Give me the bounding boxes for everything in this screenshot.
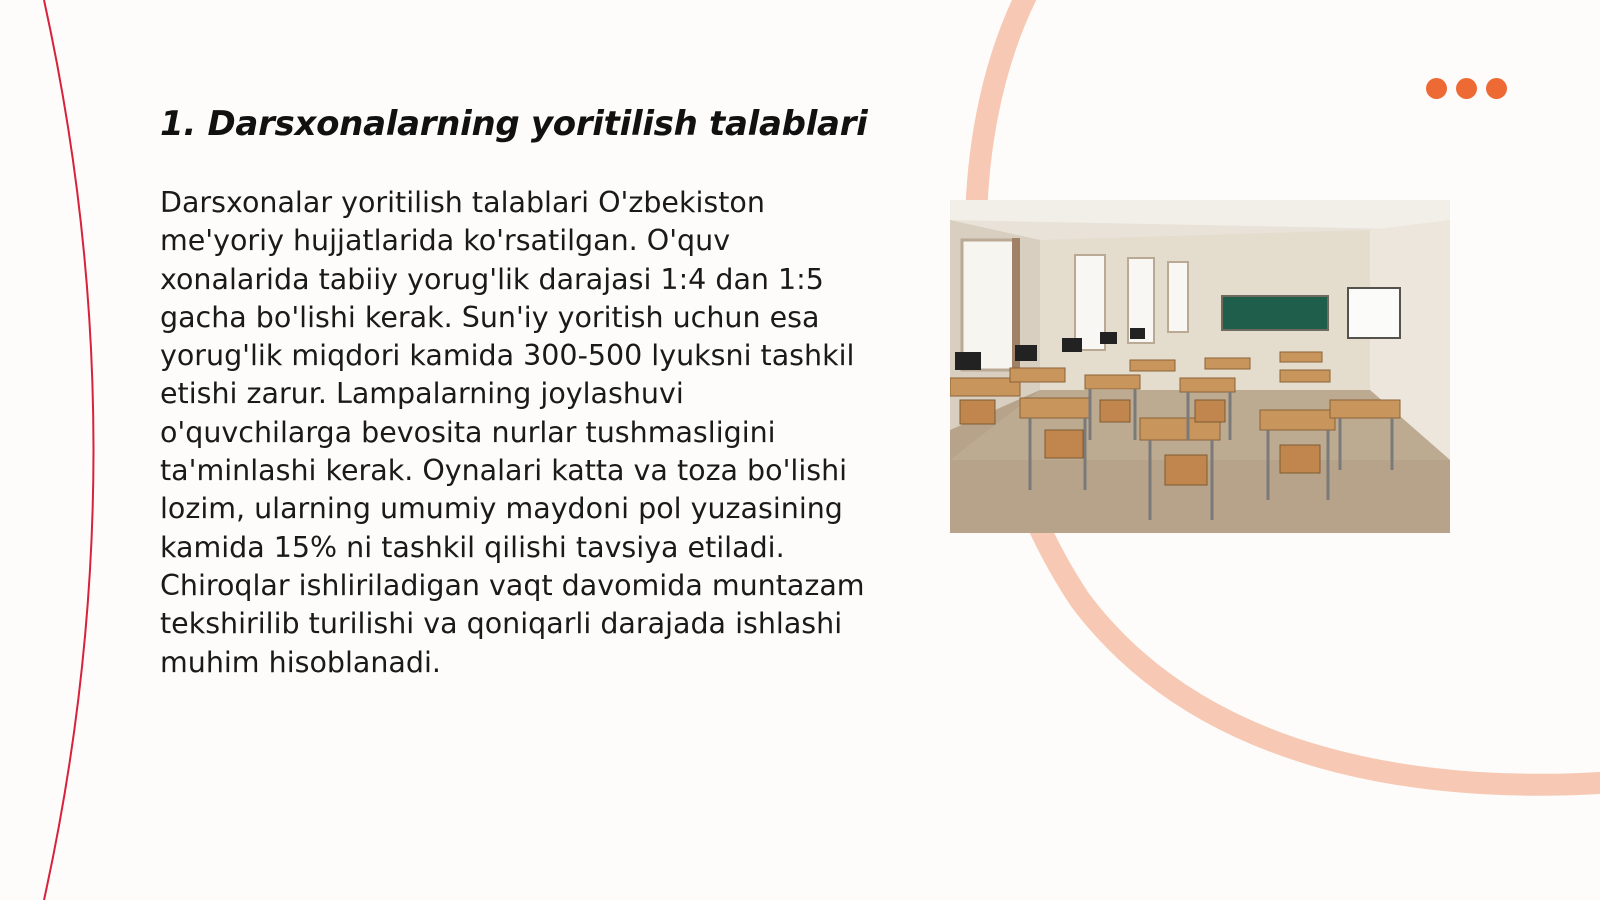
classroom-photo [950, 200, 1450, 533]
slide-title: 1. Darsxonalarning yoritilish talablari [160, 104, 868, 144]
left-curve-line [44, 0, 94, 900]
dot-icon [1426, 78, 1447, 99]
body-paragraph: Darsxonalar yoritilish talablari O'zbekiston me'yoriy hujjatlarida ko'rsatilgan. O'quv xonalarida tabiiy yorug'lik darajasi 1:4 dan 1:5 gacha bo'lishi kerak. Sun'iy yoritish uchun esa yorug'lik miqdori kamida 300-500 lyuksni tashkil etishi zarur. Lampalarning joylashuvi o'quvchilarga bevosita nurlar tushmasligini ta'minlashi kerak. Oynalari katta va toza bo'lishi lozim, ularning umumiy maydoni pol yuzasining kamida 15% ni tashkil qilishi tavsiya etiladi. Chiroqlar ishliriladigan vaqt davomida muntazam tekshirilib turilishi va qoniqarli darajada ishlashi muhim hisoblanadi. [160, 186, 865, 679]
dot-icon [1456, 78, 1477, 99]
menu-dots [1426, 78, 1507, 99]
dot-icon [1486, 78, 1507, 99]
